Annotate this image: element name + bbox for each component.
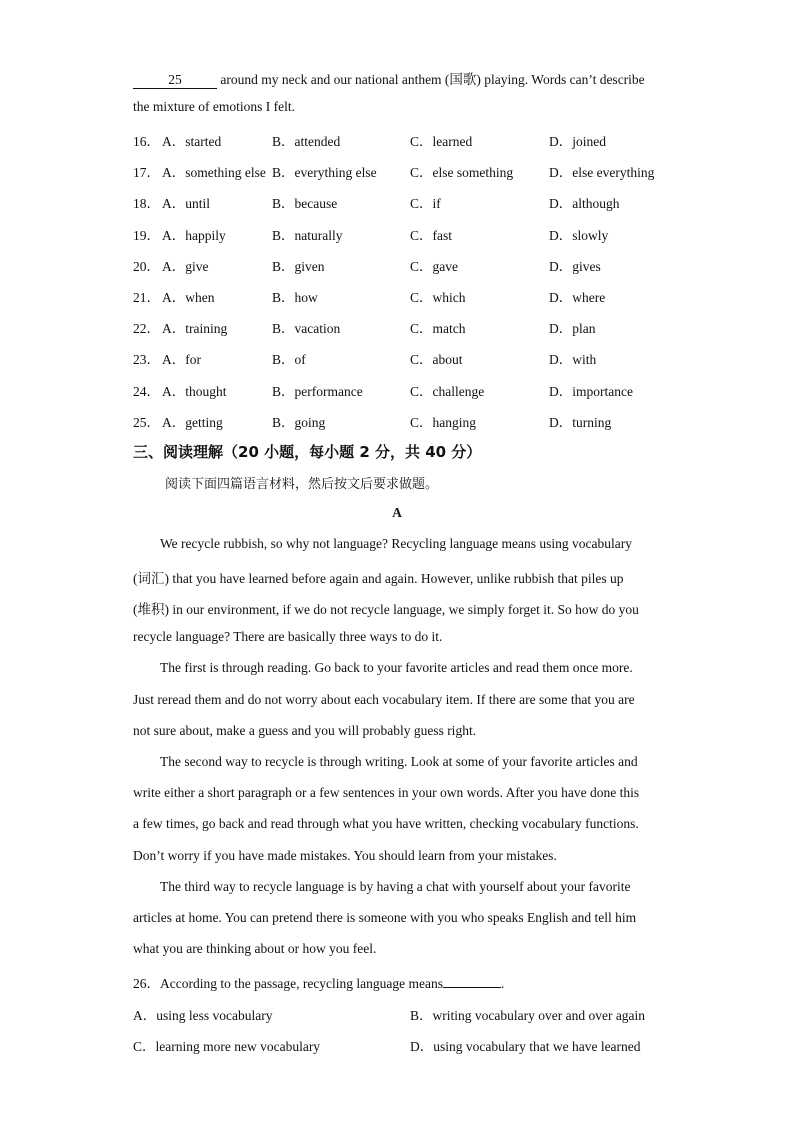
option-b: B．vacation — [272, 321, 341, 336]
option-a: A．training — [162, 321, 228, 336]
question-26-text: 26．According to the passage, recycling language means — [133, 976, 444, 991]
question-19 — [133, 224, 693, 244]
question-16 — [133, 130, 693, 150]
question-number: 21． — [133, 290, 160, 305]
question-number: 17． — [133, 165, 160, 180]
intro-line-1 — [133, 68, 645, 89]
option-c: C．if — [410, 196, 441, 211]
question-25 — [133, 411, 693, 431]
passage-line: a few times, go back and read through what you have written, checking vocabulary functions. — [133, 816, 639, 831]
option-a: A．thought — [162, 384, 227, 399]
option-d: D．gives — [549, 259, 601, 274]
option-d: D．joined — [549, 134, 606, 149]
question-22 — [133, 317, 693, 337]
question-number: 19． — [133, 228, 160, 243]
option-b: B．attended — [272, 134, 341, 149]
passage-line: not sure about, make a guess and you will probably guess right. — [133, 723, 477, 738]
option-d: D．slowly — [549, 228, 609, 243]
option-b: B．going — [272, 415, 326, 430]
option-d: D．turning — [549, 415, 612, 430]
question-24 — [133, 380, 693, 400]
question-26-option-b: B．writing vocabulary over and over again — [410, 1008, 646, 1023]
option-a: A．give — [162, 259, 209, 274]
answer-blank-25: 25 — [133, 72, 217, 89]
option-c: C．learned — [410, 134, 473, 149]
question-18 — [133, 192, 693, 212]
question-number: 23． — [133, 352, 160, 367]
question-26-option-a: A．using less vocabulary — [133, 1008, 273, 1023]
question-number: 16． — [133, 134, 160, 149]
passage-line: articles at home. You can pretend there is someone with you who speaks English and tell him — [133, 910, 637, 925]
passage-line: The first is through reading. Go back to your favorite articles and read them once more. — [160, 660, 633, 675]
option-c: C．gave — [410, 259, 458, 274]
option-b: B．given — [272, 259, 325, 274]
question-26-stem — [133, 972, 504, 992]
question-number: 25． — [133, 415, 160, 430]
option-b: B．because — [272, 196, 338, 211]
option-b: B．everything else — [272, 165, 377, 180]
option-d: D．plan — [549, 321, 596, 336]
passage-line: (词汇) that you have learned before again and again. However, unlike rubbish that piles up — [133, 571, 624, 586]
passage-line: The third way to recycle language is by having a chat with yourself about your favorite — [160, 879, 631, 894]
option-d: D．where — [549, 290, 606, 305]
option-c: C．else something — [410, 165, 514, 180]
option-d: D．with — [549, 352, 597, 367]
section-heading: 三、阅读理解（20 小题，每小题 2 分，共 40 分） — [133, 443, 482, 461]
passage-line: recycle language? There are basically three ways to do it. — [133, 629, 443, 644]
option-a: A．until — [162, 196, 211, 211]
option-b: B．naturally — [272, 228, 343, 243]
passage-line: Don’t worry if you have made mistakes. You should learn from your mistakes. — [133, 848, 557, 863]
question-20 — [133, 255, 693, 275]
option-a: A．started — [162, 134, 222, 149]
question-17 — [133, 161, 693, 181]
passage-line: write either a short paragraph or a few sentences in your own words. After you have done this — [133, 785, 640, 800]
option-a: A．happily — [162, 228, 226, 243]
option-b: B．performance — [272, 384, 363, 399]
passage-line: (堆积) in our environment, if we do not recycle language, we simply forget it. So how do you — [133, 602, 639, 617]
option-c: C．hanging — [410, 415, 476, 430]
question-number: 20． — [133, 259, 160, 274]
option-d: D．although — [549, 196, 620, 211]
passage-line: what you are thinking about or how you feel. — [133, 941, 377, 956]
option-b: B．of — [272, 352, 306, 367]
option-a: A．getting — [162, 415, 223, 430]
option-c: C．challenge — [410, 384, 485, 399]
option-c: C．about — [410, 352, 463, 367]
question-number: 24． — [133, 384, 160, 399]
question-26-period: . — [501, 976, 505, 991]
option-b: B．how — [272, 290, 318, 305]
question-26-option-d: D．using vocabulary that we have learned — [410, 1039, 641, 1054]
passage-line: The second way to recycle is through writing. Look at some of your favorite articles and — [160, 754, 638, 769]
question-number: 22． — [133, 321, 160, 336]
option-c: C．which — [410, 290, 466, 305]
option-a: A．something else — [162, 165, 266, 180]
answer-blank-26 — [443, 987, 501, 988]
option-a: A．when — [162, 290, 215, 305]
passage-line: We recycle rubbish, so why not language? Recycling language means using vocabulary — [160, 536, 633, 551]
option-c: C．fast — [410, 228, 452, 243]
option-d: D．else everything — [549, 165, 655, 180]
option-a: A．for — [162, 352, 201, 367]
passage-line: Just reread them and do not worry about each vocabulary item. If there are some that you are — [133, 692, 635, 707]
option-c: C．match — [410, 321, 466, 336]
question-number: 18． — [133, 196, 160, 211]
question-23 — [133, 348, 693, 368]
intro-line-1-text: around my neck and our national anthem (国歌) playing. Words can’t describe — [217, 72, 645, 87]
question-26-option-c: C．learning more new vocabulary — [133, 1039, 321, 1054]
option-d: D．importance — [549, 384, 633, 399]
section-instruction: 阅读下面四篇语言材料，然后按文后要求做题。 — [165, 477, 439, 492]
passage-title: A — [392, 505, 402, 520]
intro-line-2: the mixture of emotions I felt. — [133, 99, 295, 114]
question-21 — [133, 286, 693, 306]
